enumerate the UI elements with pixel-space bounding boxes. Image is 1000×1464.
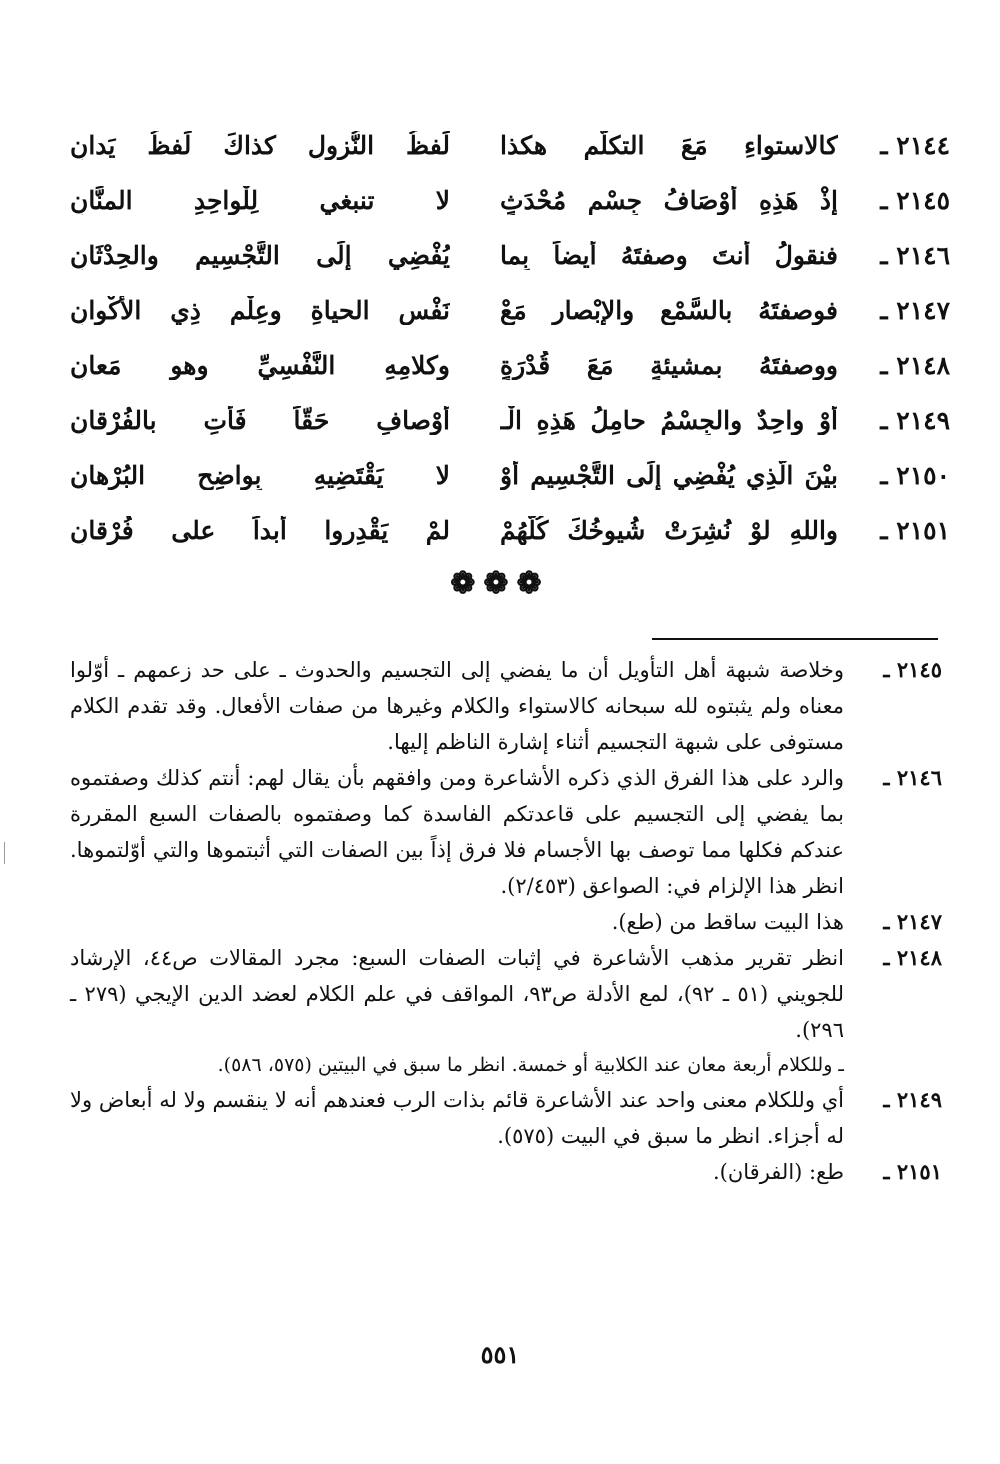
footnote-text: والرد على هذا الفرق الذي ذكره الأشاعرة ومن وافقهم بأن يقال لهم: أنتم كذلك وصفتموه بما يفضي إلى التجسيم على قاعدتكم الفاسدة كما وصفتموه بالصفات السبع المقررة عندكم فكلها مما توصف بها الأجسام فلا فرق إذاً بين الصفات التي أثبتموها والتي أوّلتموها. انظر هذا الإلزام في: الصواعق (٢/٤٥٣). xyxy=(70,766,845,898)
verse-second-hemistich: أوْصافِ حَقّاً فَأْتِ بالفُرْقانِ xyxy=(70,406,450,435)
verse-first-hemistich: كالاستواءِ مَعَ التكلُّمِ هكذا xyxy=(500,131,838,160)
footnote-number: ٢١٤٩ ـ xyxy=(883,1087,942,1112)
footnote xyxy=(70,760,942,904)
verse-number: ٢١٤٨ ـ xyxy=(880,351,950,380)
verse-first-hemistich: إذْ هَذِهِ أوْصَافُ جِسْمٍ مُحْدَثٍ xyxy=(500,186,838,215)
footnote-text: أي وللكلام معنى واحد عند الأشاعرة قائم بذات الرب فعندهم أنه لا ينقسم ولا له أبعاض ولا له أجزاء. انظر ما سبق في البيت (٥٧٥). xyxy=(70,1088,844,1148)
verse-second-hemistich: لمْ يَقْدِروا أبداً على فُرْقانِ xyxy=(70,516,450,545)
verse-second-hemistich: لا يَقْتَضِيهِ بِواضِحِ البُرْهانِ xyxy=(70,461,450,490)
footnote xyxy=(70,1082,942,1154)
verse-row xyxy=(70,118,950,173)
footnote-divider xyxy=(652,638,938,640)
footnote-text: وخلاصة شبهة أهل التأويل أن ما يفضي إلى التجسيم والحدوث ـ على حد زعمهم ـ أوّلوا معناه ولم يثبتوه لله سبحانه كالاستواء والكلام وغيرها من صفات الأفعال. وقد تقدم الكلام مستوفى على شبهة التجسيم أثناء إشارة الناظم إليها. xyxy=(70,658,844,754)
footnote-number: ٢١٤٨ ـ xyxy=(883,945,942,970)
verse-first-hemistich: أوْ واحِدٌ والجِسْمُ حامِلُ هَذِهِ الْـ xyxy=(500,406,838,435)
footnote-text: طع: (الفرقان). xyxy=(712,1160,844,1184)
footnote-number: ٢١٤٧ ـ xyxy=(883,909,942,934)
verse-number: ٢١٤٦ ـ xyxy=(880,241,950,270)
verse-number: ٢١٤٥ ـ xyxy=(880,186,950,215)
footnote xyxy=(70,652,942,760)
verse-row xyxy=(70,173,950,228)
verse-second-hemistich: نَفْسِ الحياةِ وعِلْمِ ذِي الأكْوانِ xyxy=(70,296,450,325)
footnote xyxy=(70,904,942,940)
verse-first-hemistich: واللهِ لوْ نُشِرَتْ شُيوخُكَ كُلُّهُمْ xyxy=(500,516,838,545)
verse-row xyxy=(70,503,950,558)
footnote-text: انظر تقرير مذهب الأشاعرة في إثبات الصفات السبع: مجرد المقالات ص٤٤، الإرشاد للجويني (٥١ ـ ٩٢)، لمع الأدلة ص٩٣، المواقف في علم الكلام لعضد الدين الإيجي (٢٧٩ ـ ٢٩٦). xyxy=(70,946,844,1042)
footnote-continuation xyxy=(70,1048,942,1082)
verse-row xyxy=(70,393,950,448)
footnote-number: ٢١٤٥ ـ xyxy=(883,657,942,682)
verse-number: ٢١٥٠ ـ xyxy=(880,461,950,490)
verse-first-hemistich: بيْنَ الَّذِي يُفْضِي إِلَى التَّجْسِيمِ أوْ xyxy=(500,461,838,490)
footnote xyxy=(70,1154,942,1190)
verse-second-hemistich: وكلامِهِ النَّفْسِيِّ وهو مَعانِ xyxy=(70,351,450,380)
verse-first-hemistich: فوصفتَهُ بالسَّمْعِ والإبْصارِ مَعْ xyxy=(500,296,838,325)
scan-margin-mark xyxy=(4,842,5,864)
footnote-text: ـ وللكلام أربعة معان عند الكلابية أو خمسة. انظر ما سبق في البيتين (٥٧٥، ٥٨٦). xyxy=(217,1054,844,1076)
verse-number: ٢١٤٩ ـ xyxy=(880,406,950,435)
verse-row xyxy=(70,448,950,503)
footnote-number: ٢١٥١ ـ xyxy=(883,1159,942,1184)
footnote-text: هذا البيت ساقط من (طع). xyxy=(611,910,844,934)
verse-number: ٢١٥١ ـ xyxy=(880,516,950,545)
verse-second-hemistich: لَفظُ النُّزولِ كذاكَ لَفظُ يَدانِ xyxy=(70,131,450,160)
verse-first-hemistich: ووصفتَهُ بمشيئةٍ مَعَ قُدْرَةٍ xyxy=(500,351,838,380)
verse-row xyxy=(70,338,950,393)
footnotes xyxy=(70,652,942,1190)
verse-number: ٢١٤٤ ـ xyxy=(880,131,950,160)
section-separator: ❁❁❁ xyxy=(450,566,550,601)
verse-number: ٢١٤٧ ـ xyxy=(880,296,950,325)
footnote xyxy=(70,940,942,1048)
verse-second-hemistich: لا تنبغي لِلْواحِدِ المنَّانِ xyxy=(70,186,450,215)
page-number: ٥٥١ xyxy=(480,1340,520,1369)
footnote-number: ٢١٤٦ ـ xyxy=(883,765,942,790)
poem-verses xyxy=(70,118,950,558)
verse-second-hemistich: يُفْضِي إِلَى التَّجْسِيمِ والحِدْثَانِ xyxy=(70,241,450,270)
verse-row xyxy=(70,228,950,283)
verse-row xyxy=(70,283,950,338)
verse-first-hemistich: فنقولُ أنتَ وصفتَهُ أيضاً بِما xyxy=(500,241,838,270)
